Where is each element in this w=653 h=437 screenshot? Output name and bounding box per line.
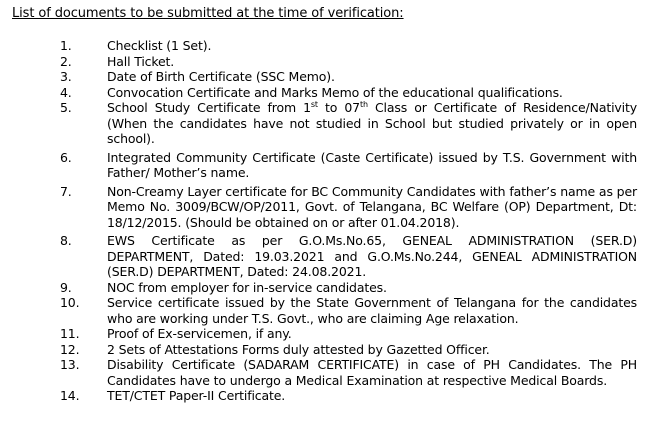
item-text: Non-Creamy Layer certificate for BC Community Candidates with father’s name as per Memo No. 3009/BCW/OP/2011, Govt. of Telangana, BC Welfare (OP) Department, Dt: 18/12/2015. (Should be obtained on or after 01.04.2018). (107, 183, 637, 230)
item-number: 8. (60, 233, 72, 248)
item-number: 6. (60, 149, 72, 165)
list-item (0, 184, 653, 231)
item-text: EWS Certificate as per G.O.Ms.No.65, GENEAL ADMINISTRATION (SER.D) DEPARTMENT, Dated: 19.03.2021 and G.O.Ms.No.244, GENEAL ADMINISTRATION (SER.D) DEPARTMENT, Dated: 24.08.2021. (107, 233, 637, 279)
item-number: 5. (60, 100, 72, 115)
item-number: 9. (60, 279, 72, 295)
documents-list (0, 38, 653, 404)
list-item (0, 342, 653, 358)
item-text (107, 100, 637, 147)
list-item (0, 233, 653, 280)
superscript: th (359, 99, 368, 109)
item-text-part: Class or Certificate of Residence/Nativity (When the candidates have not studied in School but studied privately or in open school). (107, 100, 637, 146)
list-item (0, 280, 653, 296)
item-text: Date of Birth Certificate (SSC Memo). (107, 69, 335, 84)
list-item (0, 295, 653, 326)
superscript: st (310, 99, 318, 109)
item-text: Service certificate issued by the State Government of Telangana for the candidates who are working under T.S. Govt., who are claiming Age relaxation. (107, 295, 637, 326)
item-number: 4. (60, 84, 72, 100)
item-text-part: School Study Certificate from 1 (107, 100, 311, 115)
list-item (0, 38, 653, 54)
item-text: 2 Sets of Attestations Forms duly attested by Gazetted Officer. (107, 341, 490, 357)
list-item (0, 85, 653, 101)
item-number: 2. (60, 53, 72, 69)
list-item (0, 69, 653, 85)
list-item (0, 100, 653, 147)
item-text: TET/CTET Paper-II Certificate. (107, 388, 286, 403)
item-text: Convocation Certificate and Marks Memo of the educational qualifications. (107, 84, 563, 100)
list-item (0, 388, 653, 404)
item-text: NOC from employer for in-service candidates. (107, 279, 387, 295)
item-number: 12. (60, 341, 80, 357)
item-text: Proof of Ex-servicemen, if any. (107, 326, 292, 341)
item-number: 10. (60, 295, 80, 310)
document-heading: List of documents to be submitted at the time of verification: (12, 6, 404, 21)
item-text-part: to 07 (317, 100, 360, 115)
list-item (0, 357, 653, 388)
item-number: 11. (60, 326, 80, 341)
item-number: 1. (60, 38, 72, 53)
list-item (0, 150, 653, 181)
item-number: 3. (60, 69, 72, 84)
item-text: Checklist (1 Set). (107, 38, 212, 53)
item-number: 14. (60, 388, 80, 403)
item-text: Hall Ticket. (107, 53, 175, 69)
item-text: Disability Certificate (SADARAM CERTIFICATE) in case of PH Candidates. The PH Candidates have to undergo a Medical Examination at respective Medical Boards. (107, 357, 637, 388)
list-item (0, 326, 653, 342)
list-item (0, 54, 653, 70)
item-number: 7. (60, 183, 72, 199)
item-number: 13. (60, 357, 80, 372)
item-text: Integrated Community Certificate (Caste Certificate) issued by T.S. Government with Father/ Mother’s name. (107, 149, 637, 180)
